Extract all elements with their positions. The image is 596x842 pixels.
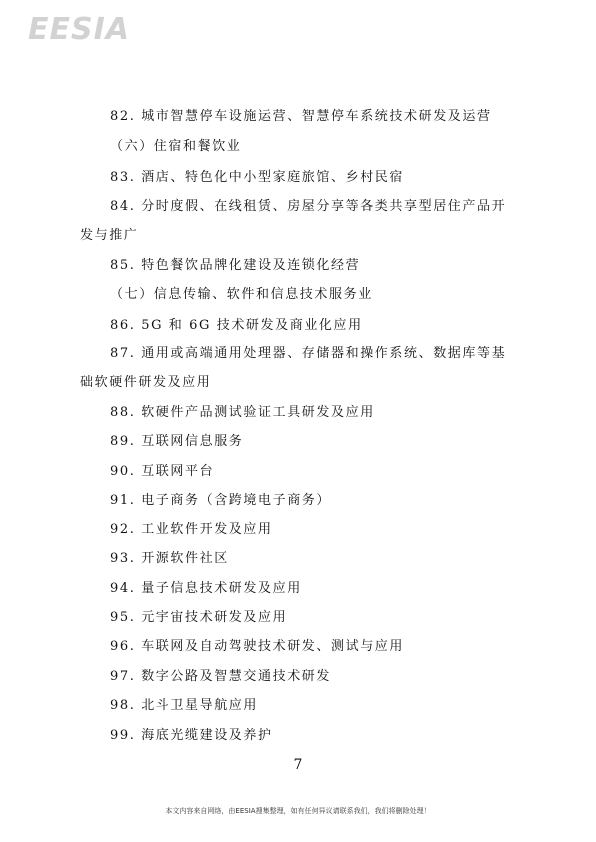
footer-note: 本文内容来自网络，由EESIA搜集整理，如有任何异议请联系我们，我们将删除处理！ xyxy=(165,807,431,815)
section-heading: （六）住宿和餐饮业 xyxy=(110,139,242,154)
list-item-continuation: 发与推广 xyxy=(80,228,139,243)
list-item: 86. 5G 和 6G 技术研发及商业化应用 xyxy=(110,318,363,333)
list-item: 99. 海底光缆建设及养护 xyxy=(110,728,273,743)
section-heading: （七）信息传输、软件和信息技术服务业 xyxy=(110,287,373,302)
list-item: 91. 电子商务（含跨境电子商务） xyxy=(110,493,332,508)
list-item: 95. 元宇宙技术研发及应用 xyxy=(110,610,288,625)
page-number: 7 xyxy=(293,757,303,773)
list-item: 94. 量子信息技术研发及应用 xyxy=(110,581,302,596)
list-item: 93. 开源软件社区 xyxy=(110,551,229,566)
list-item: 85. 特色餐饮品牌化建设及连锁化经营 xyxy=(110,258,361,273)
list-item: 87. 通用或高端通用处理器、存储器和操作系统、数据库等基 xyxy=(110,346,507,361)
list-item: 96. 车联网及自动驾驶技术研发、测试与应用 xyxy=(110,639,405,654)
eesia-logo: EESIA xyxy=(28,12,130,47)
list-item: 88. 软硬件产品测试验证工具研发及应用 xyxy=(110,405,375,420)
list-item: 98. 北斗卫星导航应用 xyxy=(110,698,259,713)
list-item: 97. 数字公路及智慧交通技术研发 xyxy=(110,669,332,684)
list-item: 92. 工业软件开发及应用 xyxy=(110,522,273,537)
list-item: 82. 城市智慧停车设施运营、智慧停车系统技术研发及运营 xyxy=(110,109,492,124)
list-item: 89. 互联网信息服务 xyxy=(110,434,244,449)
list-item: 84. 分时度假、在线租赁、房屋分享等各类共享型居住产品开 xyxy=(110,199,507,214)
list-item-continuation: 础软硬件研发及应用 xyxy=(80,375,212,390)
list-item: 90. 互联网平台 xyxy=(110,464,215,479)
list-item: 83. 酒店、特色化中小型家庭旅馆、乡村民宿 xyxy=(110,170,405,185)
